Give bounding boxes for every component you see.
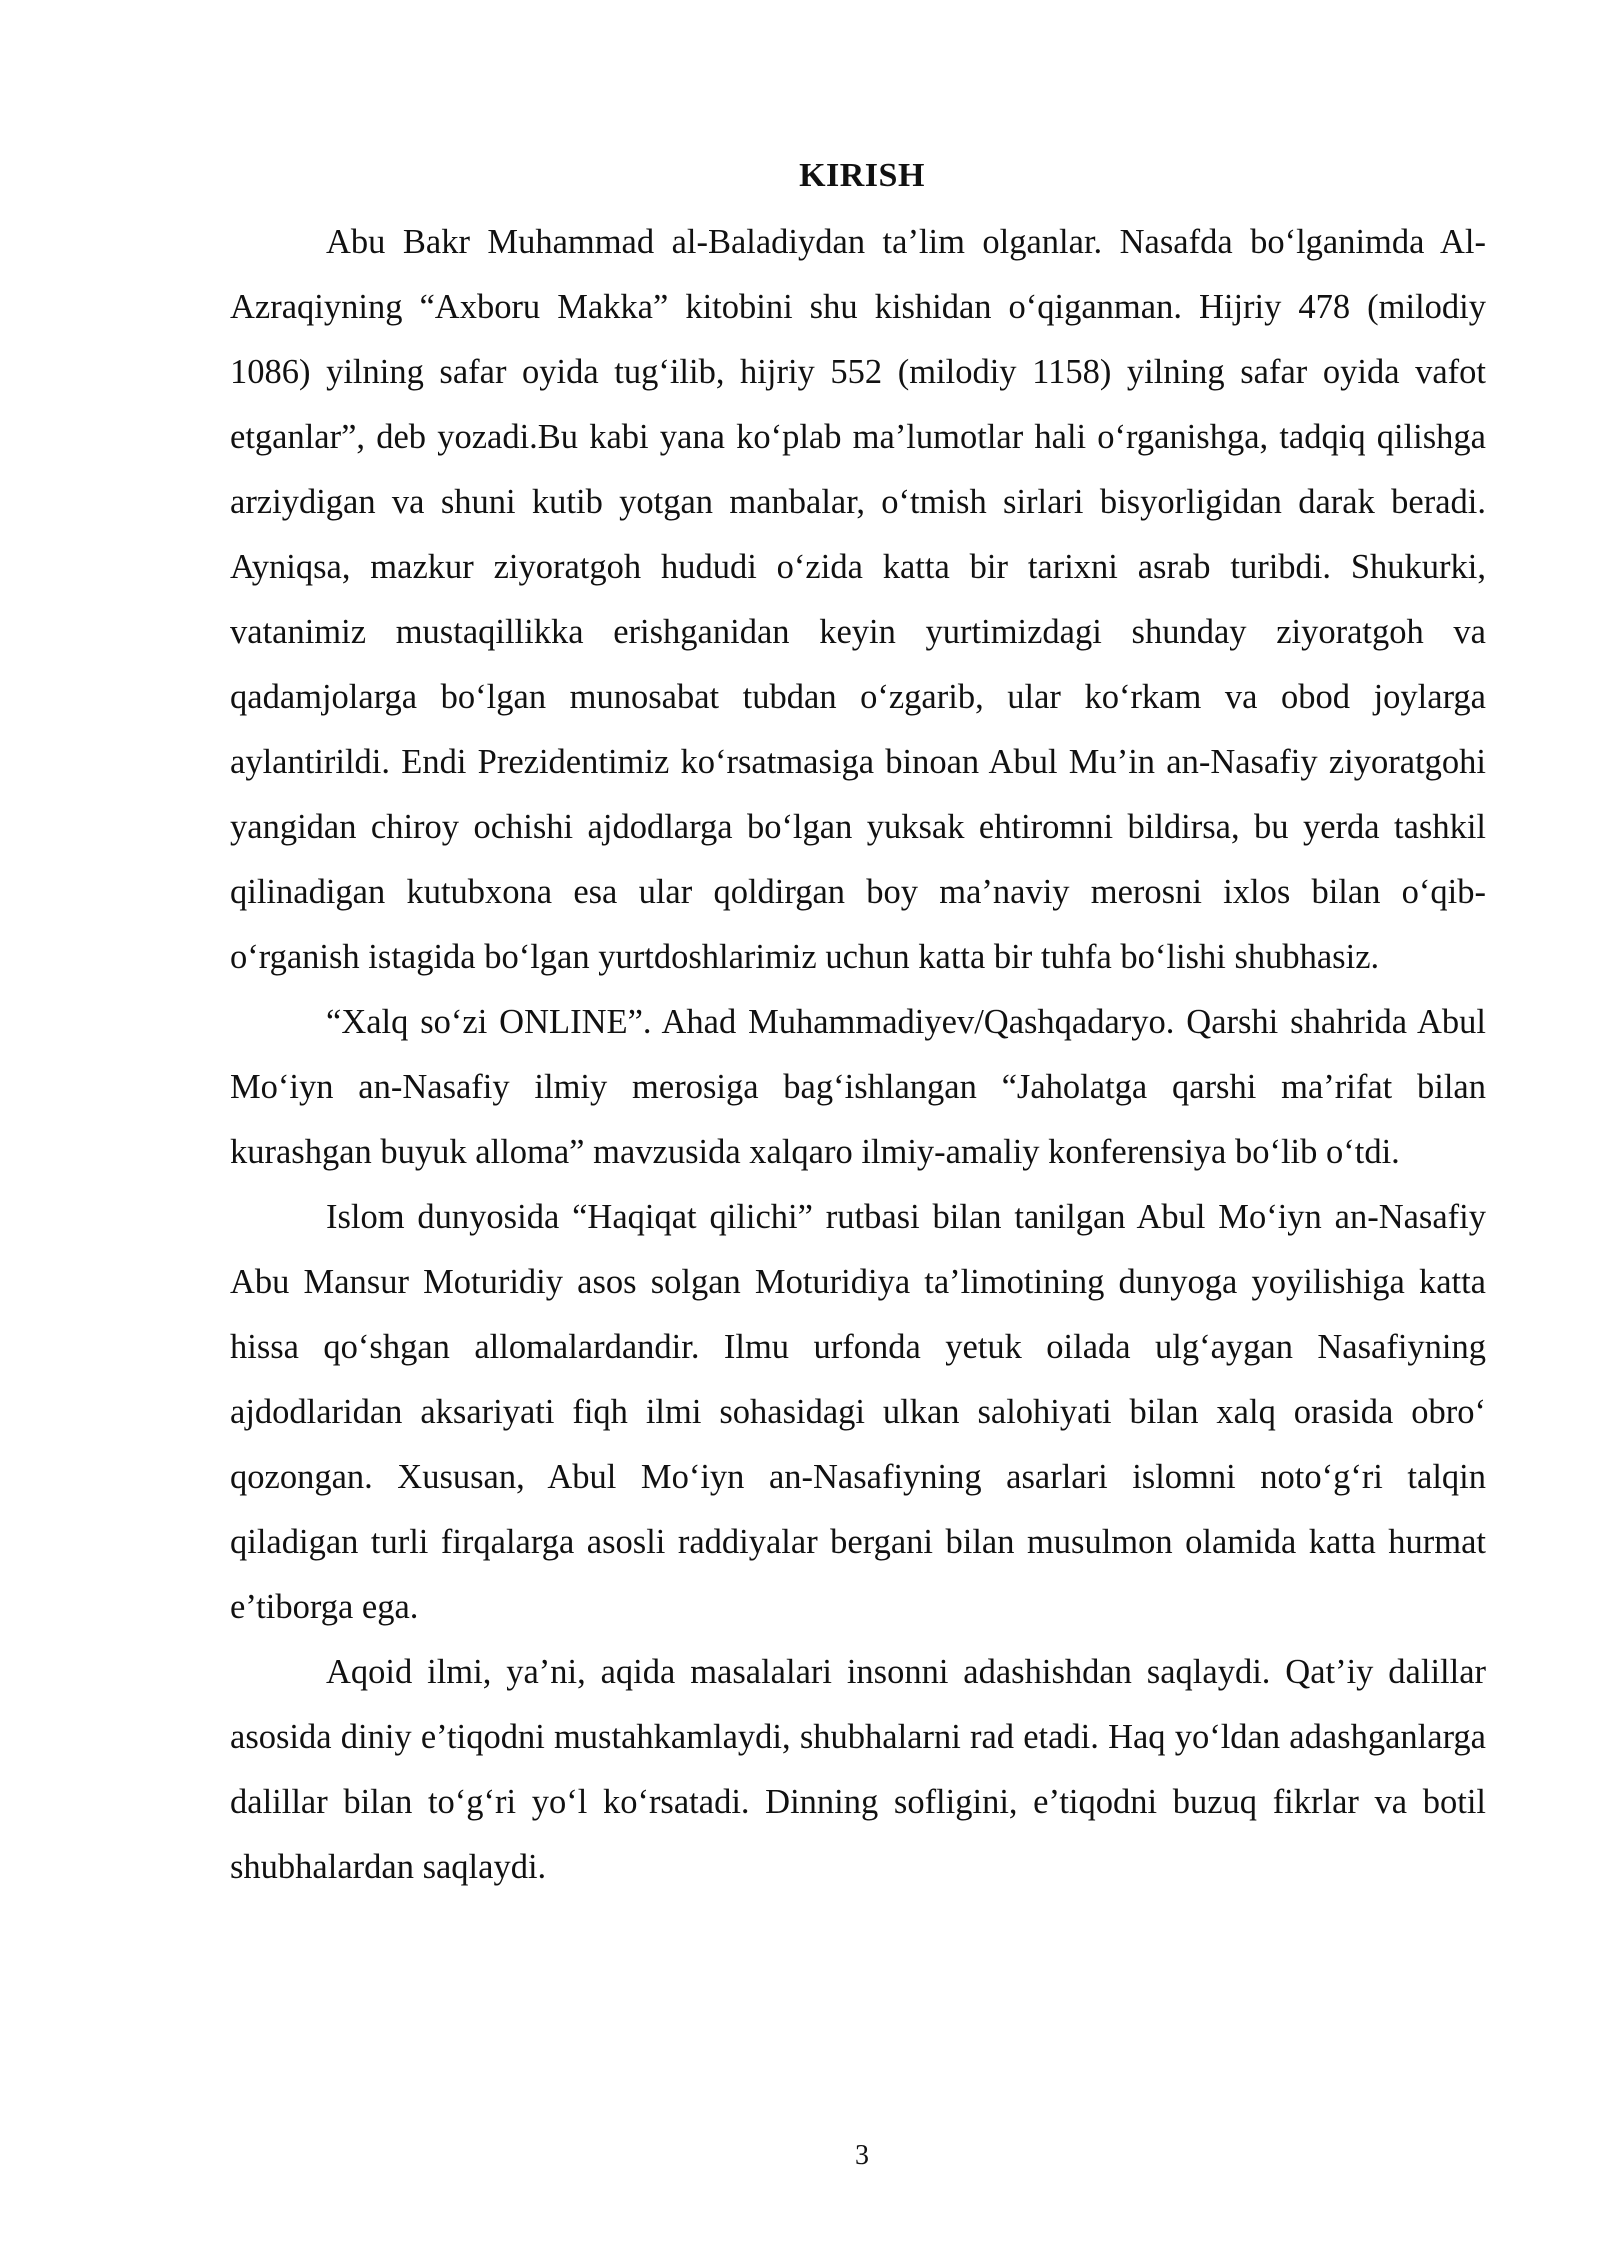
- body-text: [230, 210, 1486, 1900]
- page-number: 3: [855, 2140, 869, 2171]
- paragraph: Aqoid ilmi, ya’ni, aqida masalalari insonni adashishdan saqlaydi. Qat’iy dalillar asosida diniy e’tiqodni mustahkamlaydi, shubhalarni rad etadi. Haq yo‘ldan adashganlarga dalillar bilan to‘g‘ri yo‘l ko‘rsatadi. Dinning sofligini, e’tiqodni buzuq fikrlar va botil shubhalardan saqlaydi.: [230, 1653, 1486, 1886]
- paragraph: Islom dunyosida “Haqiqat qilichi” rutbasi bilan tanilgan Abul Mo‘iyn an-Nasafiy Abu Mansur Moturidiy asos solgan Moturidiya ta’limotining dunyoga yoyilishiga katta hissa qo‘shgan allomalardandir. Ilmu urfonda yetuk oilada ulg‘aygan Nasafiyning ajdodlaridan aksariyati fiqh ilmi sohasidagi ulkan salohiyati bilan xalq orasida obro‘ qozongan. Xususan, Abul Mo‘iyn an-Nasafiyning asarlari islomni noto‘g‘ri talqin qiladigan turli firqalarga asosli raddiyalar bergani bilan musulmon olamida katta hurmat e’tiborga ega.: [230, 1198, 1486, 1626]
- paragraph: “Xalq so‘zi ONLINE”. Ahad Muhammadiyev/Qashqadaryo. Qarshi shahrida Abul Mo‘iyn an-Nasafiy ilmiy merosiga bag‘ishlangan “Jaholatga qarshi ma’rifat bilan kurashgan buyuk alloma” mavzusida xalqaro ilmiy-amaliy konferensiya bo‘lib o‘tdi.: [230, 1003, 1486, 1171]
- paragraph: Abu Bakr Muhammad al-Baladiydan ta’lim olganlar. Nasafda bo‘lganimda Al-Azraqiyning “Axboru Makka” kitobini shu kishidan o‘qiganman. Hijriy 478 (milodiy 1086) yilning safar oyida tug‘ilib, hijriy 552 (milodiy 1158) yilning safar oyida vafot etganlar”, deb yozadi.Bu kabi yana ko‘plab ma’lumotlar hali o‘rganishga, tadqiq qilishga arziydigan va shuni kutib yotgan manbalar, o‘tmish sirlari bisyorligidan darak beradi. Ayniqsa, mazkur ziyoratgoh hududi o‘zida katta bir tarixni asrab turibdi. Shukurki, vatanimiz mustaqillikka erishganidan keyin yurtimizdagi shunday ziyoratgoh va qadamjolarga bo‘lgan munosabat tubdan o‘zgarib, ular ko‘rkam va obod joylarga aylantirildi. Endi Prezidentimiz ko‘rsatmasiga binoan Abul Mu’in an-Nasafiy ziyoratgohi yangidan chiroy ochishi ajdodlarga bo‘lgan yuksak ehtiromni bildirsa, bu yerda tashkil qilinadigan kutubxona esa ular qoldirgan boy ma’naviy merosni ixlos bilan o‘qib-o‘rganish istagida bo‘lgan yurtdoshlarimiz uchun katta bir tuhfa bo‘lishi shubhasiz.: [230, 223, 1486, 976]
- page-heading: KIRISH: [799, 157, 925, 194]
